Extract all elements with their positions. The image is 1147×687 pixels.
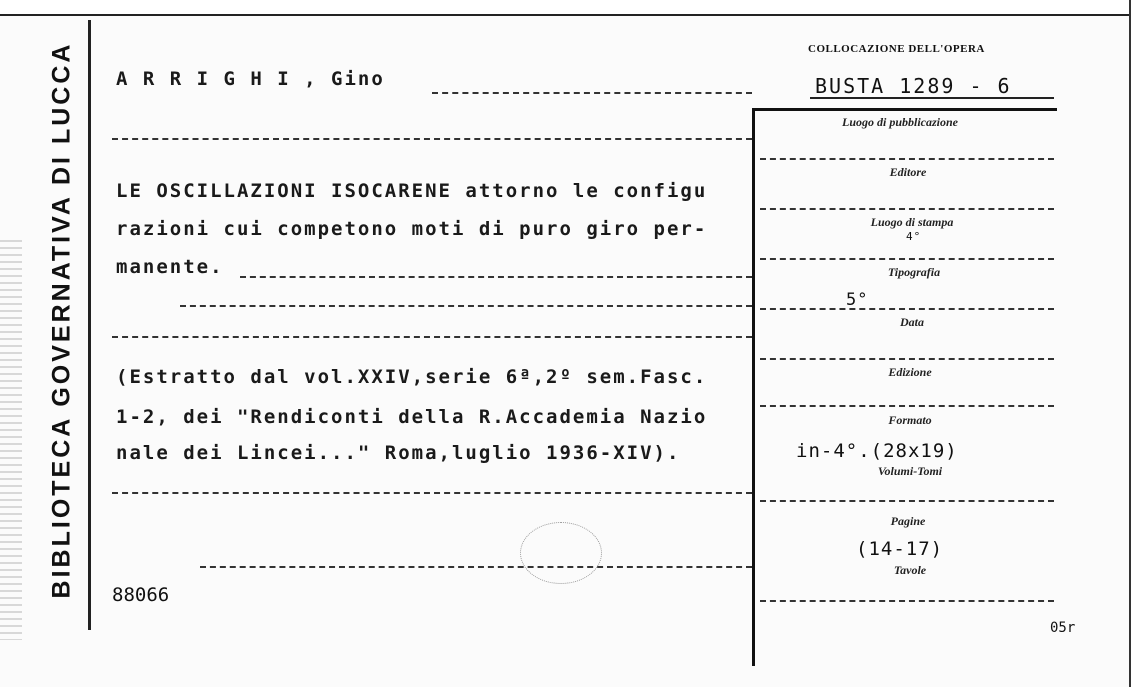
inventory-number: 88066 bbox=[112, 584, 170, 606]
label-luogo-stampa: Luogo di stampa bbox=[870, 215, 954, 229]
collocation-underline bbox=[810, 97, 1054, 99]
title-line-3: manente. bbox=[116, 256, 224, 278]
label-formato: Formato bbox=[888, 413, 932, 427]
field-rule-6 bbox=[760, 405, 1054, 407]
field-rule-5 bbox=[760, 358, 1054, 360]
label-editore: Editore bbox=[889, 165, 927, 179]
rule-6 bbox=[200, 566, 752, 568]
title-line-2: razioni cui competono moti di puro giro per- bbox=[116, 218, 708, 240]
note-line-2: 1-2, dei "Rendiconti della R.Accademia Nazio bbox=[116, 406, 708, 428]
label-luogo-pubblicazione: Luogo di pubblicazione bbox=[841, 115, 959, 129]
publication-fields-box bbox=[752, 108, 1057, 666]
label-edizione: Edizione bbox=[888, 365, 932, 379]
field-rule-8 bbox=[760, 600, 1054, 602]
label-data: Data bbox=[900, 315, 924, 329]
label-tipografia: Tipografia bbox=[887, 265, 941, 279]
rule-5 bbox=[112, 492, 752, 494]
formato-value: in-4°.(28x19) bbox=[796, 440, 958, 462]
rule-4 bbox=[112, 336, 752, 338]
title-line-1: LE OSCILLAZIONI ISOCARENE attorno le configu bbox=[116, 180, 708, 202]
label-pagine: Pagine bbox=[890, 514, 926, 528]
card-right-edge bbox=[1129, 0, 1147, 687]
faded-stamp bbox=[520, 522, 602, 584]
library-name: BIBLIOTECA GOVERNATIVA DI LUCCA bbox=[47, 41, 76, 599]
label-tavole: Tavole bbox=[893, 563, 927, 577]
rule-1 bbox=[112, 138, 752, 140]
rule-2 bbox=[240, 276, 752, 278]
label-volumi-tomi: Volumi-Tomi bbox=[877, 464, 943, 478]
note-line-3: nale dei Lincei..." Roma,luglio 1936-XIV). bbox=[116, 442, 681, 464]
field-rule-4 bbox=[760, 308, 1054, 310]
luogo-stampa-mark: 4° bbox=[906, 230, 922, 243]
corner-code: 05r bbox=[1050, 620, 1076, 636]
field-rule-7 bbox=[760, 500, 1054, 502]
left-margin-wear bbox=[0, 240, 22, 640]
rule-3 bbox=[180, 305, 752, 307]
margin-rule bbox=[88, 20, 91, 630]
pagine-value: (14-17) bbox=[856, 538, 944, 560]
note-line-1: (Estratto dal vol.XXIV,serie 6ª,2º sem.Fasc. bbox=[116, 366, 708, 388]
tipografia-mark: 5° bbox=[846, 290, 869, 310]
collocation-value: BUSTA 1289 - 6 bbox=[815, 74, 1012, 98]
field-rule-1 bbox=[760, 158, 1054, 160]
field-rule-3 bbox=[760, 258, 1054, 260]
collocation-heading: COLLOCAZIONE DELL'OPERA bbox=[808, 43, 985, 55]
author-name: A R R I G H I , Gino bbox=[116, 68, 385, 90]
author-dashes bbox=[432, 92, 752, 94]
card-top-edge bbox=[0, 0, 1147, 16]
field-rule-2 bbox=[760, 208, 1054, 210]
